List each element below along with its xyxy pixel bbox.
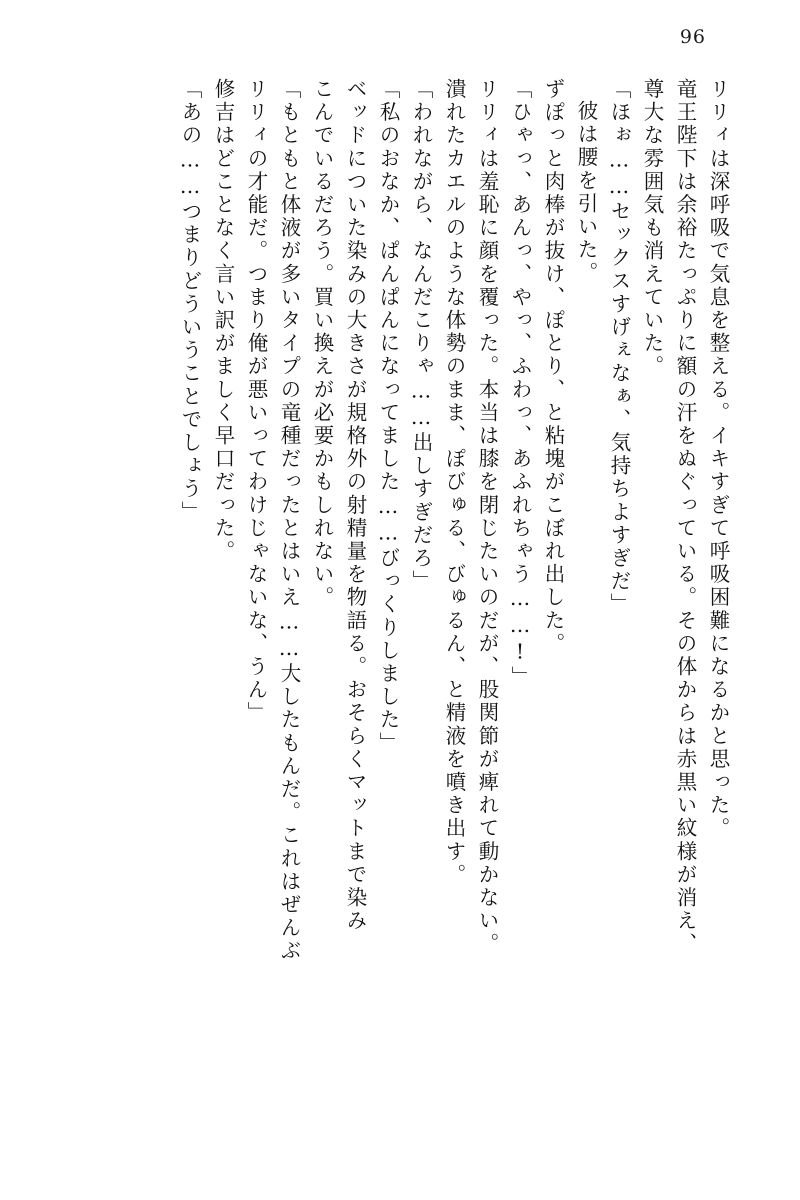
text-line: 「あの……つまりどういうことでしょう」 [178,78,202,524]
text-line: リリィは深呼吸で気息を整える。イキすぎて呼吸困難になるかと思った。 [706,78,730,841]
text-line: 修吉はどことなく言い訳がましく早口だった。 [211,78,235,564]
text-line: 「私のおなか、ぱんぱんになってました……びっくりしました」 [376,78,400,755]
text-line: 彼は腰を引いた。 [574,100,598,285]
text-line: 「ほぉ……セックスすげぇなぁ、気持ちよすぎだ」 [607,78,631,617]
text-line: ずぽっと肉棒が抜け、ぽとり、と粘塊がこぼれ出した。 [541,78,565,656]
text-line: こんでいるだろう。買い換えが必要かもしれない。 [310,78,334,610]
text-line: 尊大な雰囲気も消えていた。 [640,78,664,379]
page-number: 96 [679,26,706,48]
text-line: リリィは羞恥に顔を覆った。本当は膝を閉じたいのだが、股関節が痺れて動かない。 [475,78,499,956]
text-line: 「われながら、なんだこりゃ……出しすぎだろ」 [409,78,433,594]
text-line: 竜王陛下は余裕たっぷりに額の汗をぬぐっている。その体からは赤黒い紋様が消え、 [673,78,697,956]
text-line: 「ひゃっ、あんっ、やっ、ふわっ、あふれちゃう……!」 [508,78,532,690]
text-line: ベッドについた染みの大きさが規格外の射精量を物語る。おそらくマットまで染み [343,78,367,933]
text-line: リリィの才能だ。つまり俺が悪いってわけじゃないな、うん」 [244,78,268,725]
vertical-text-body [58,78,728,1148]
text-line: 「もともと体液が多いタイプの竜種だったとはいえ……大したもんだ。これはぜんぶ [277,78,301,963]
text-line: 潰れたカエルのような体勢のまま、ぽびゅる、びゅるん、と精液を噴き出す。 [442,78,466,887]
